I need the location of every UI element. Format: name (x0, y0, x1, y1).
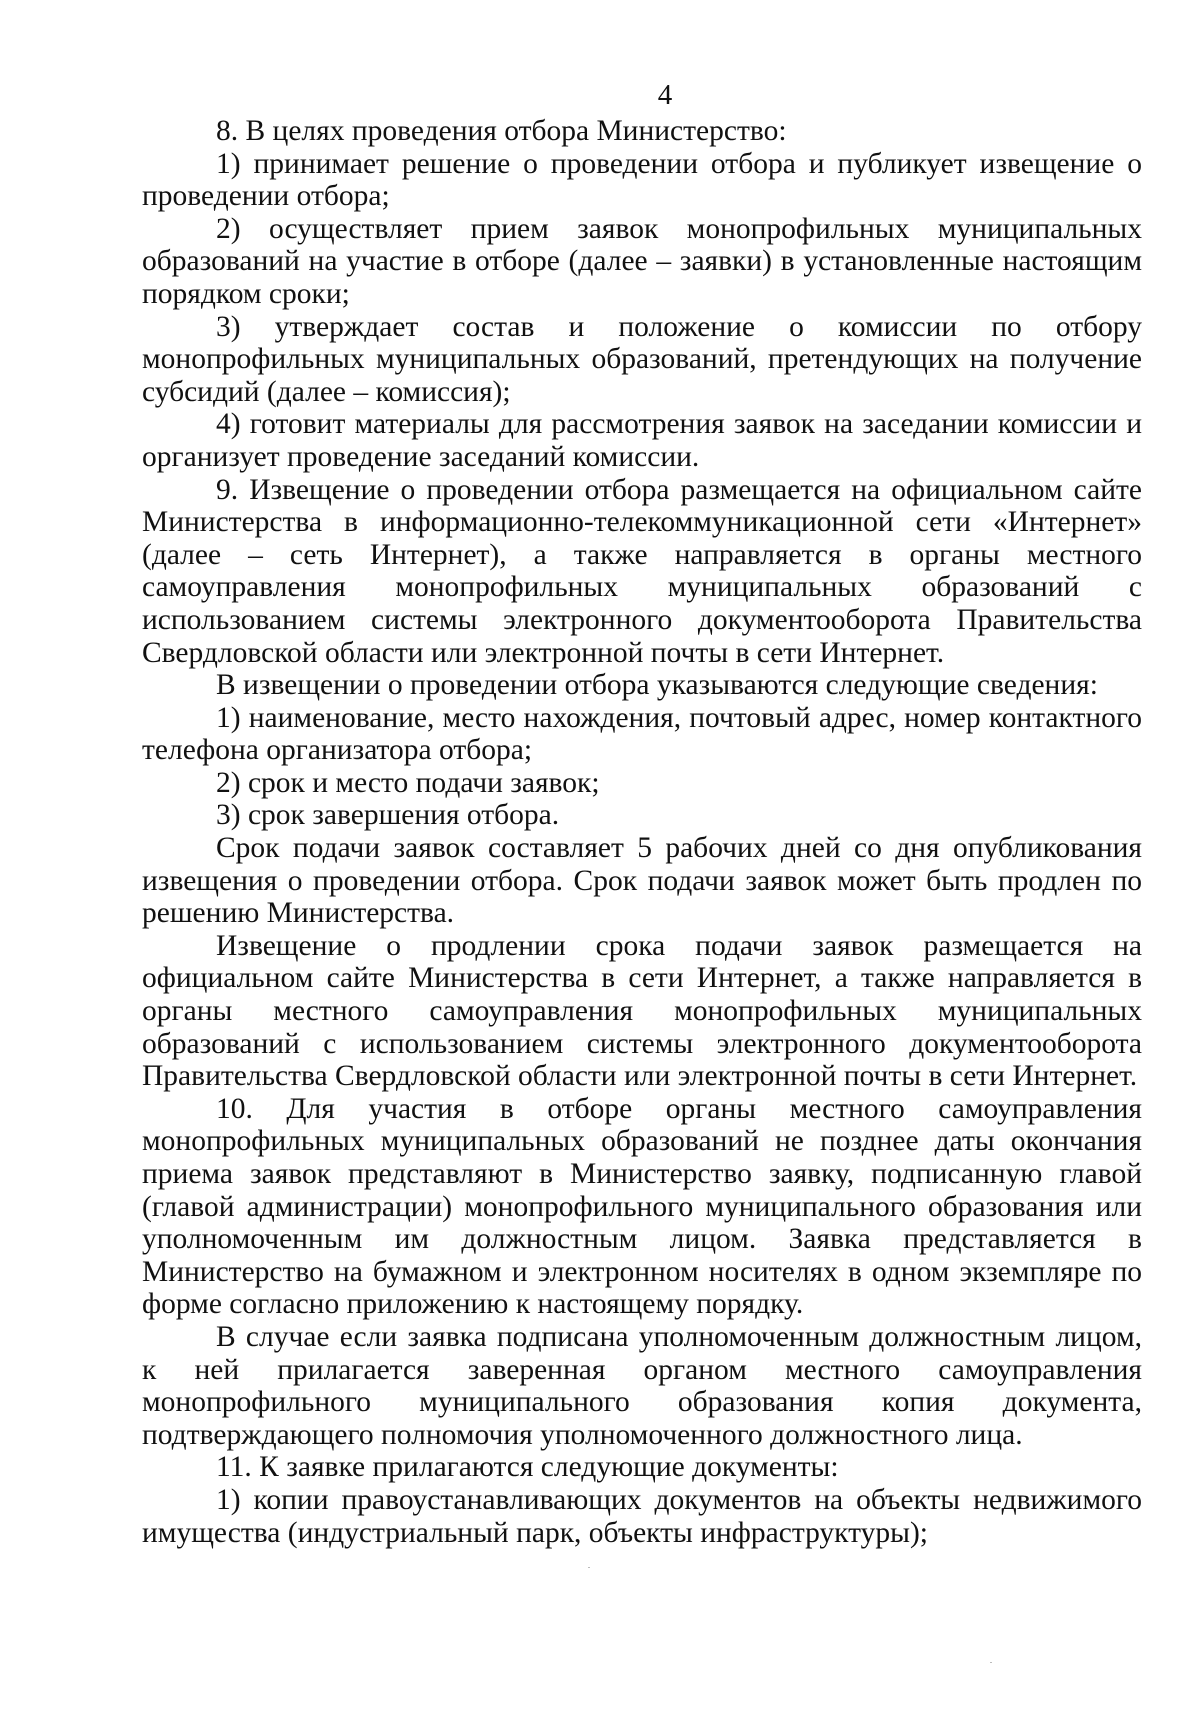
paragraph-9: 9. Извещение о проведении отбора размещается на официальном сайте Министерства в информационно-телекоммуникационной сети «Интернет» (далее – сеть Интернет), а также направляется в органы местного самоуправления монопрофильных муниципальных образований с использованием системы электронного документооборота Правительства Свердловской области или электронной почты в сети Интернет. (142, 473, 1142, 669)
paragraph-10-authorized-person: В случае если заявка подписана уполномоченным должностным лицом, к ней прилагается заверенная органом местного самоуправления монопрофильного муниципального образования копия документа, подтверждающего полномочия уполномоченного должностного лица. (142, 1320, 1142, 1451)
paragraph-9-notice-contents: В извещении о проведении отбора указываются следующие сведения: (216, 669, 1098, 702)
scan-speck (990, 1662, 992, 1663)
document-body (142, 115, 1142, 1549)
paragraph-9-item-1: 1) наименование, место нахождения, почтовый адрес, номер контактного телефона организатора отбора; (142, 701, 1142, 767)
paragraph-9-deadline: Срок подачи заявок составляет 5 рабочих дней со дня опубликования извещения о проведении отбора. Срок подачи заявок может быть продлен по решению Министерства. (142, 832, 1142, 930)
page-number: 4 (657, 79, 673, 111)
paragraph-8-intro: 8. В целях проведения отбора Министерство: (216, 115, 787, 147)
paragraph-9-extension-notice: Извещение о продлении срока подачи заявок размещается на официальном сайте Министерства в сети Интернет, а также направляется в органы местного самоуправления монопрофильных муниципальных образований с использованием системы электронного документооборота Правительства Свердловской области или электронной почты в сети Интернет. (142, 929, 1142, 1093)
paragraph-9-item-3: 3) срок завершения отбора. (216, 799, 560, 832)
scan-speck (588, 1567, 590, 1568)
paragraph-9-item-2: 2) срок и место подачи заявок; (216, 766, 600, 799)
paragraph-11-intro: 11. К заявке прилагаются следующие документы: (216, 1451, 839, 1484)
paragraph-8-item-4: 4) готовит материалы для рассмотрения заявок на заседании комиссии и организует проведение заседаний комиссии. (142, 408, 1142, 473)
paragraph-8-item-2: 2) осуществляет прием заявок монопрофильных муниципальных образований на участие в отборе (далее – заявки) в установленные настоящим порядком сроки; (142, 212, 1142, 310)
paragraph-10: 10. Для участия в отборе органы местного самоуправления монопрофильных муниципальных образований не позднее даты окончания приема заявок представляют в Министерство заявку, подписанную главой (главой администрации) монопрофильного муниципального образования или уполномоченным им должностным лицом. Заявка представляется в Министерство на бумажном и электронном носителях в одном экземпляре по форме согласно приложению к настоящему порядку. (142, 1092, 1142, 1321)
paragraph-8-item-1: 1) принимает решение о проведении отбора и публикует извещение о проведении отбора; (142, 147, 1142, 213)
paragraph-8-item-3: 3) утверждает состав и положение о комиссии по отбору монопрофильных муниципальных образований, претендующих на получение субсидий (далее – комиссия); (142, 310, 1142, 408)
paragraph-11-item-1: 1) копии правоустанавливающих документов на объекты недвижимого имущества (индустриальный парк, объекты инфраструктуры); (142, 1483, 1142, 1549)
